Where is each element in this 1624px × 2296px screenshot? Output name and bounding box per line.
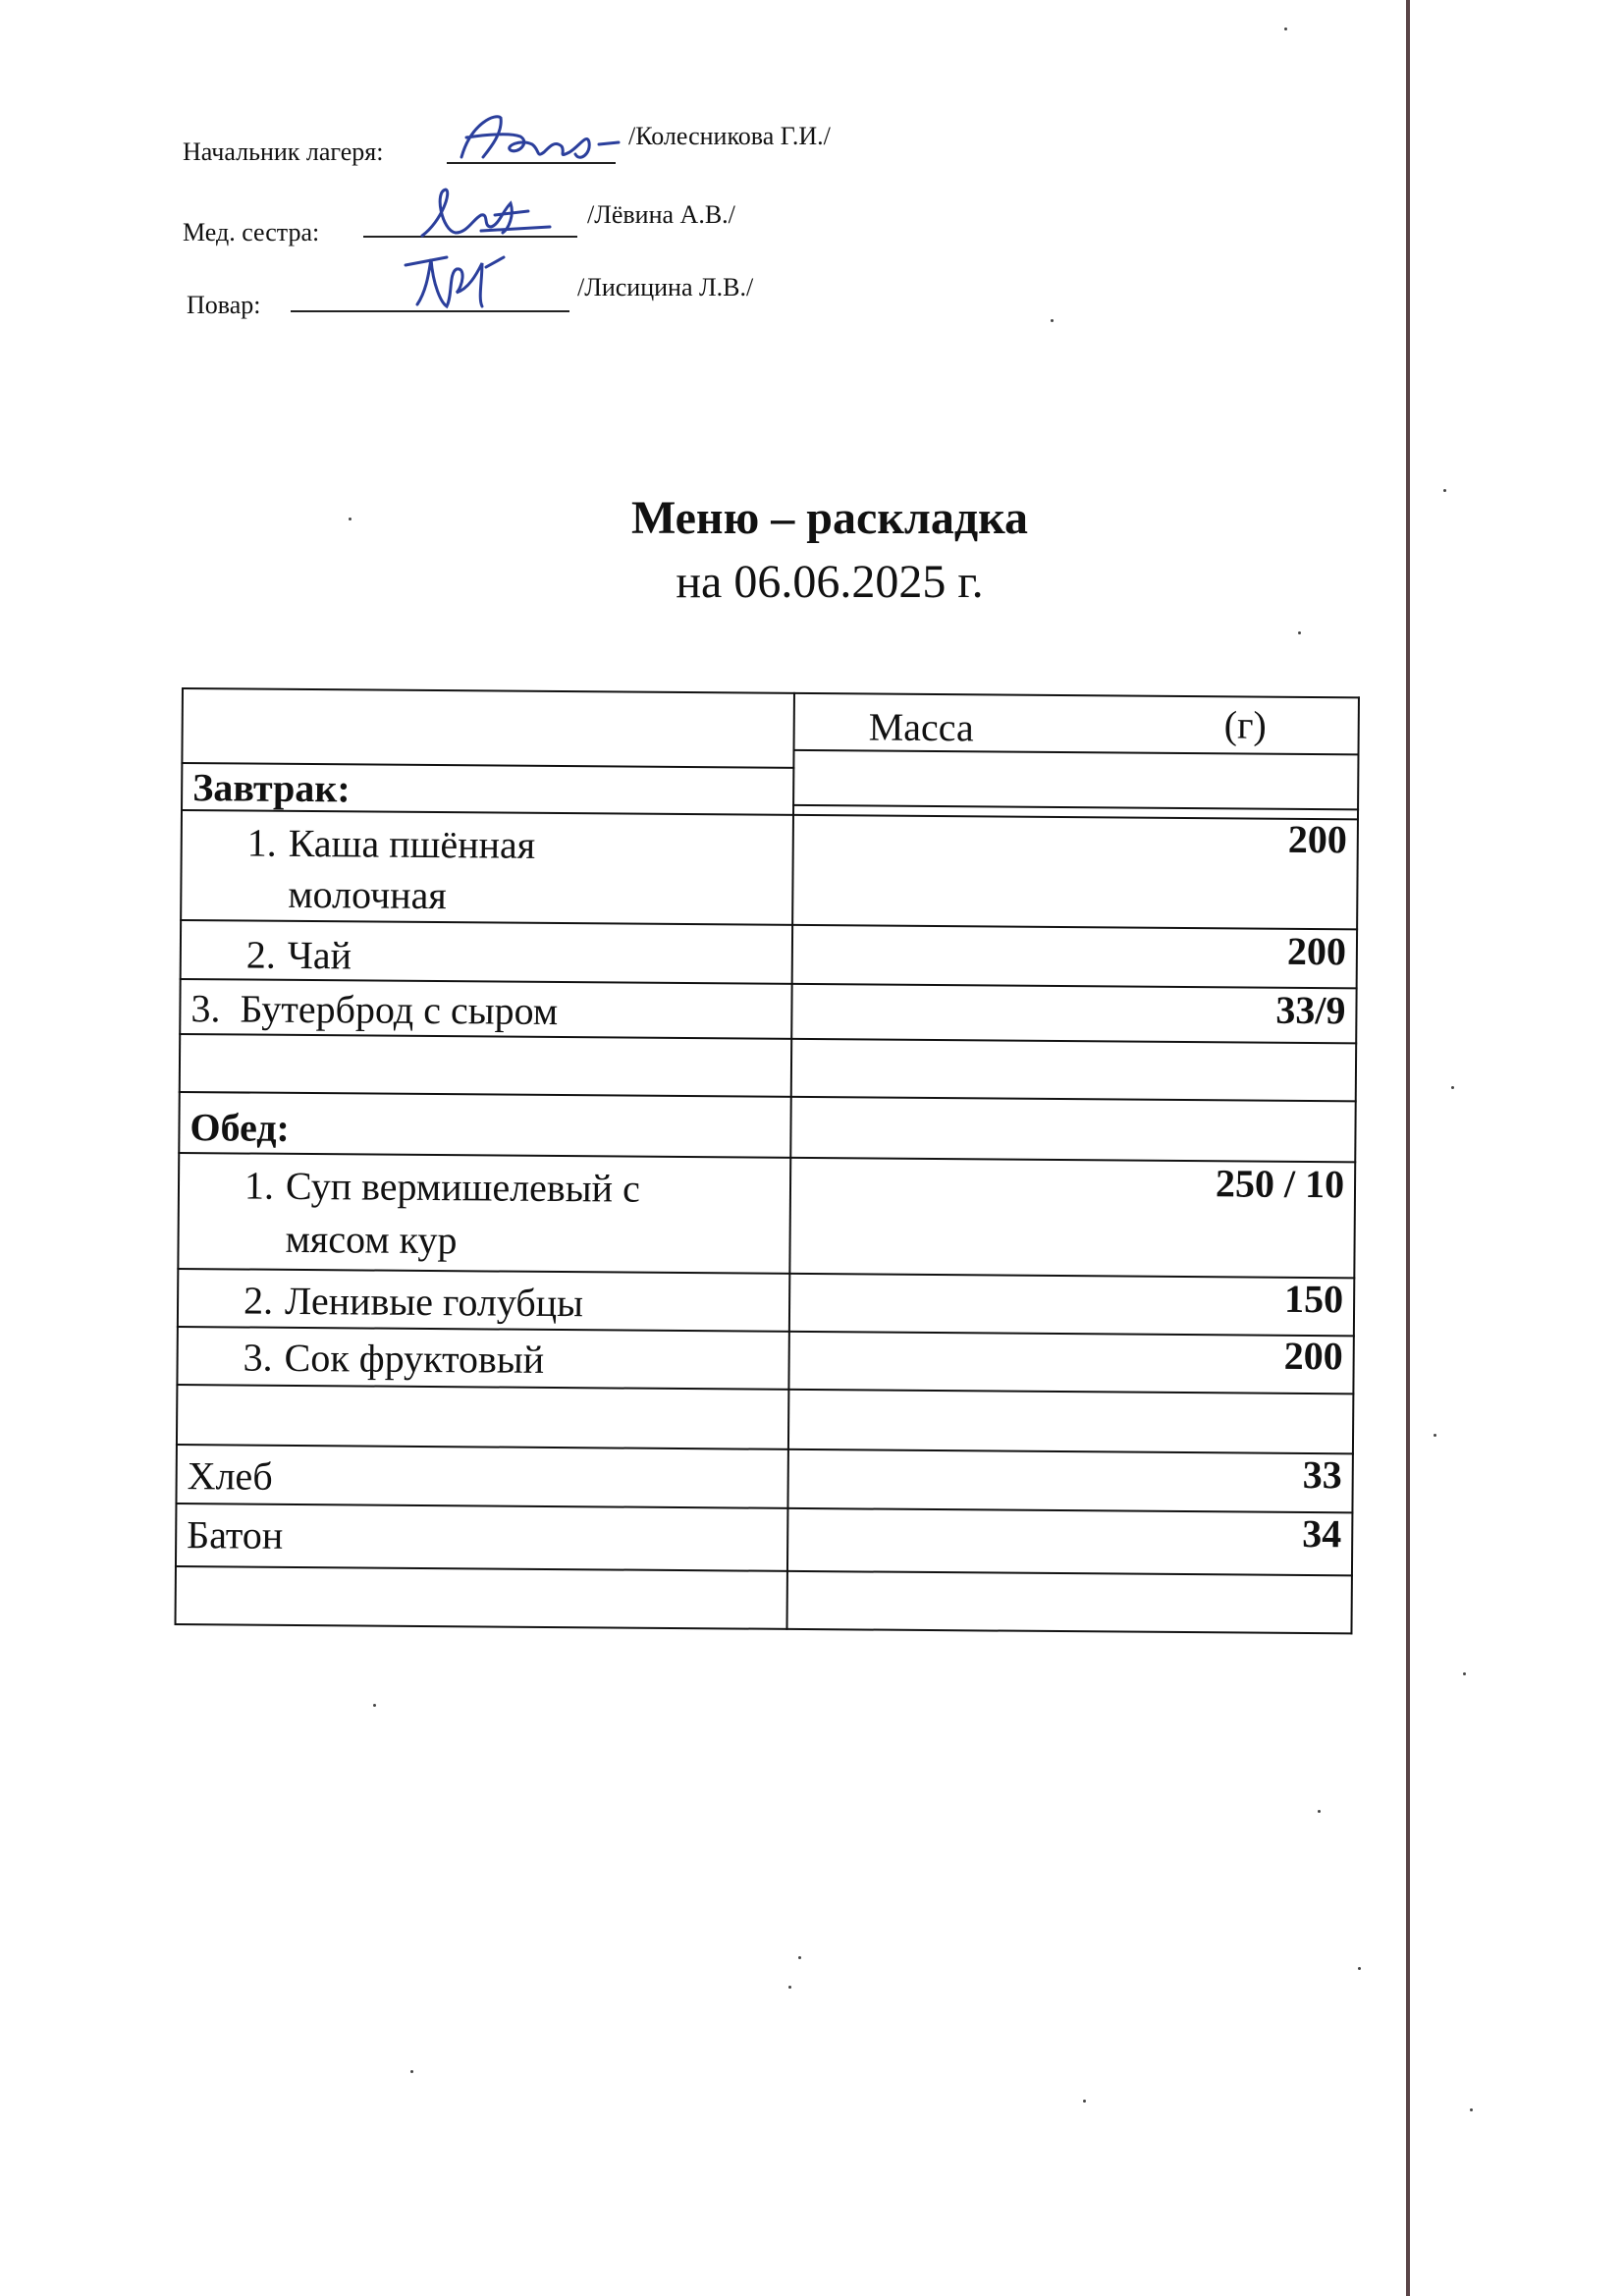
table-row-line bbox=[182, 687, 1360, 698]
item-mass: 34 bbox=[1302, 1510, 1342, 1557]
item-mass: 33/9 bbox=[1275, 987, 1346, 1033]
signer-name: /Лёвина А.В./ bbox=[587, 200, 735, 229]
scan-speck bbox=[1298, 631, 1301, 634]
table-row-line bbox=[179, 1033, 1357, 1044]
item-name: Хлеб bbox=[187, 1453, 273, 1499]
item-number: 2. bbox=[245, 932, 277, 977]
signature-row-camp-head bbox=[183, 137, 383, 167]
handwritten-signature-image bbox=[388, 246, 515, 319]
table-row-line bbox=[174, 1623, 1352, 1634]
scan-speck bbox=[788, 1986, 791, 1989]
signature-row-nurse bbox=[183, 218, 319, 247]
handwritten-signature-image bbox=[412, 182, 560, 250]
item-number: 1. bbox=[246, 820, 277, 865]
item-mass: 33 bbox=[1302, 1451, 1342, 1498]
scan-speck bbox=[1083, 2100, 1086, 2103]
item-name: Батон bbox=[187, 1512, 284, 1558]
role-label: Повар: bbox=[187, 291, 261, 319]
menu-table bbox=[174, 687, 1359, 1634]
item-name: Ленивые голубцы bbox=[284, 1278, 584, 1326]
table-row-line bbox=[793, 749, 1360, 756]
item-number: 1. bbox=[244, 1163, 275, 1208]
section-label-lunch: Обед: bbox=[189, 1105, 291, 1150]
role-label: Начальник лагеря: bbox=[183, 137, 384, 166]
table-row-line bbox=[792, 804, 1359, 811]
table-row-line bbox=[176, 1444, 1354, 1454]
table-row-line bbox=[176, 1384, 1354, 1394]
scan-speck bbox=[1463, 1672, 1466, 1675]
scan-speck bbox=[1434, 1434, 1436, 1437]
page-edge-line bbox=[1406, 0, 1410, 2296]
item-name-continued: мясом кур bbox=[285, 1216, 458, 1263]
item-mass: 200 bbox=[1286, 928, 1347, 974]
item-mass: 150 bbox=[1283, 1276, 1344, 1322]
item-name: Бутерброд с сыром bbox=[240, 986, 559, 1034]
scan-speck bbox=[1284, 27, 1287, 30]
scan-speck bbox=[798, 1956, 801, 1959]
table-row-line bbox=[175, 1565, 1353, 1576]
table-row-line bbox=[181, 809, 1359, 820]
header-mass: Масса bbox=[868, 704, 974, 750]
table-row-line bbox=[178, 1152, 1356, 1163]
table-column-divider bbox=[785, 692, 795, 1630]
item-number: 3. bbox=[190, 986, 221, 1031]
table-row-line bbox=[175, 1503, 1353, 1513]
scan-speck bbox=[410, 2070, 413, 2073]
scan-speck bbox=[1451, 1086, 1454, 1089]
scan-speck bbox=[1470, 2108, 1473, 2111]
table-border-left bbox=[174, 687, 184, 1625]
table-row-line bbox=[179, 1091, 1357, 1102]
scan-speck bbox=[1358, 1967, 1361, 1970]
document-date: на 06.06.2025 г. bbox=[676, 556, 984, 608]
table-row-line bbox=[180, 919, 1358, 930]
item-number: 3. bbox=[243, 1335, 273, 1380]
header-unit: (г) bbox=[1223, 702, 1267, 747]
item-name: Сок фруктовый bbox=[284, 1335, 545, 1382]
document-title: Меню – раскладка bbox=[630, 492, 1029, 544]
item-number: 2. bbox=[243, 1278, 274, 1323]
table-border-right bbox=[1350, 696, 1360, 1634]
scan-speck bbox=[373, 1704, 376, 1707]
scan-speck bbox=[1051, 319, 1054, 322]
item-mass: 200 bbox=[1287, 816, 1347, 862]
item-mass: 200 bbox=[1283, 1333, 1343, 1379]
role-label: Мед. сестра: bbox=[183, 218, 320, 246]
table-row-line bbox=[177, 1268, 1355, 1279]
signer-name: /Колесникова Г.И./ bbox=[628, 122, 831, 150]
section-label-breakfast: Завтрак: bbox=[192, 765, 351, 811]
item-name: Чай bbox=[287, 932, 352, 978]
signature-row-cook bbox=[187, 291, 260, 320]
item-mass: 250 / 10 bbox=[1215, 1161, 1345, 1207]
signer-name: /Лисицина Л.В./ bbox=[577, 273, 754, 301]
item-name-continued: молочная bbox=[288, 871, 447, 918]
handwritten-signature-image bbox=[442, 103, 638, 172]
item-name: Суп вермишелевый с bbox=[285, 1163, 640, 1211]
item-name: Каша пшённая bbox=[288, 820, 536, 867]
scan-speck bbox=[1318, 1810, 1321, 1813]
